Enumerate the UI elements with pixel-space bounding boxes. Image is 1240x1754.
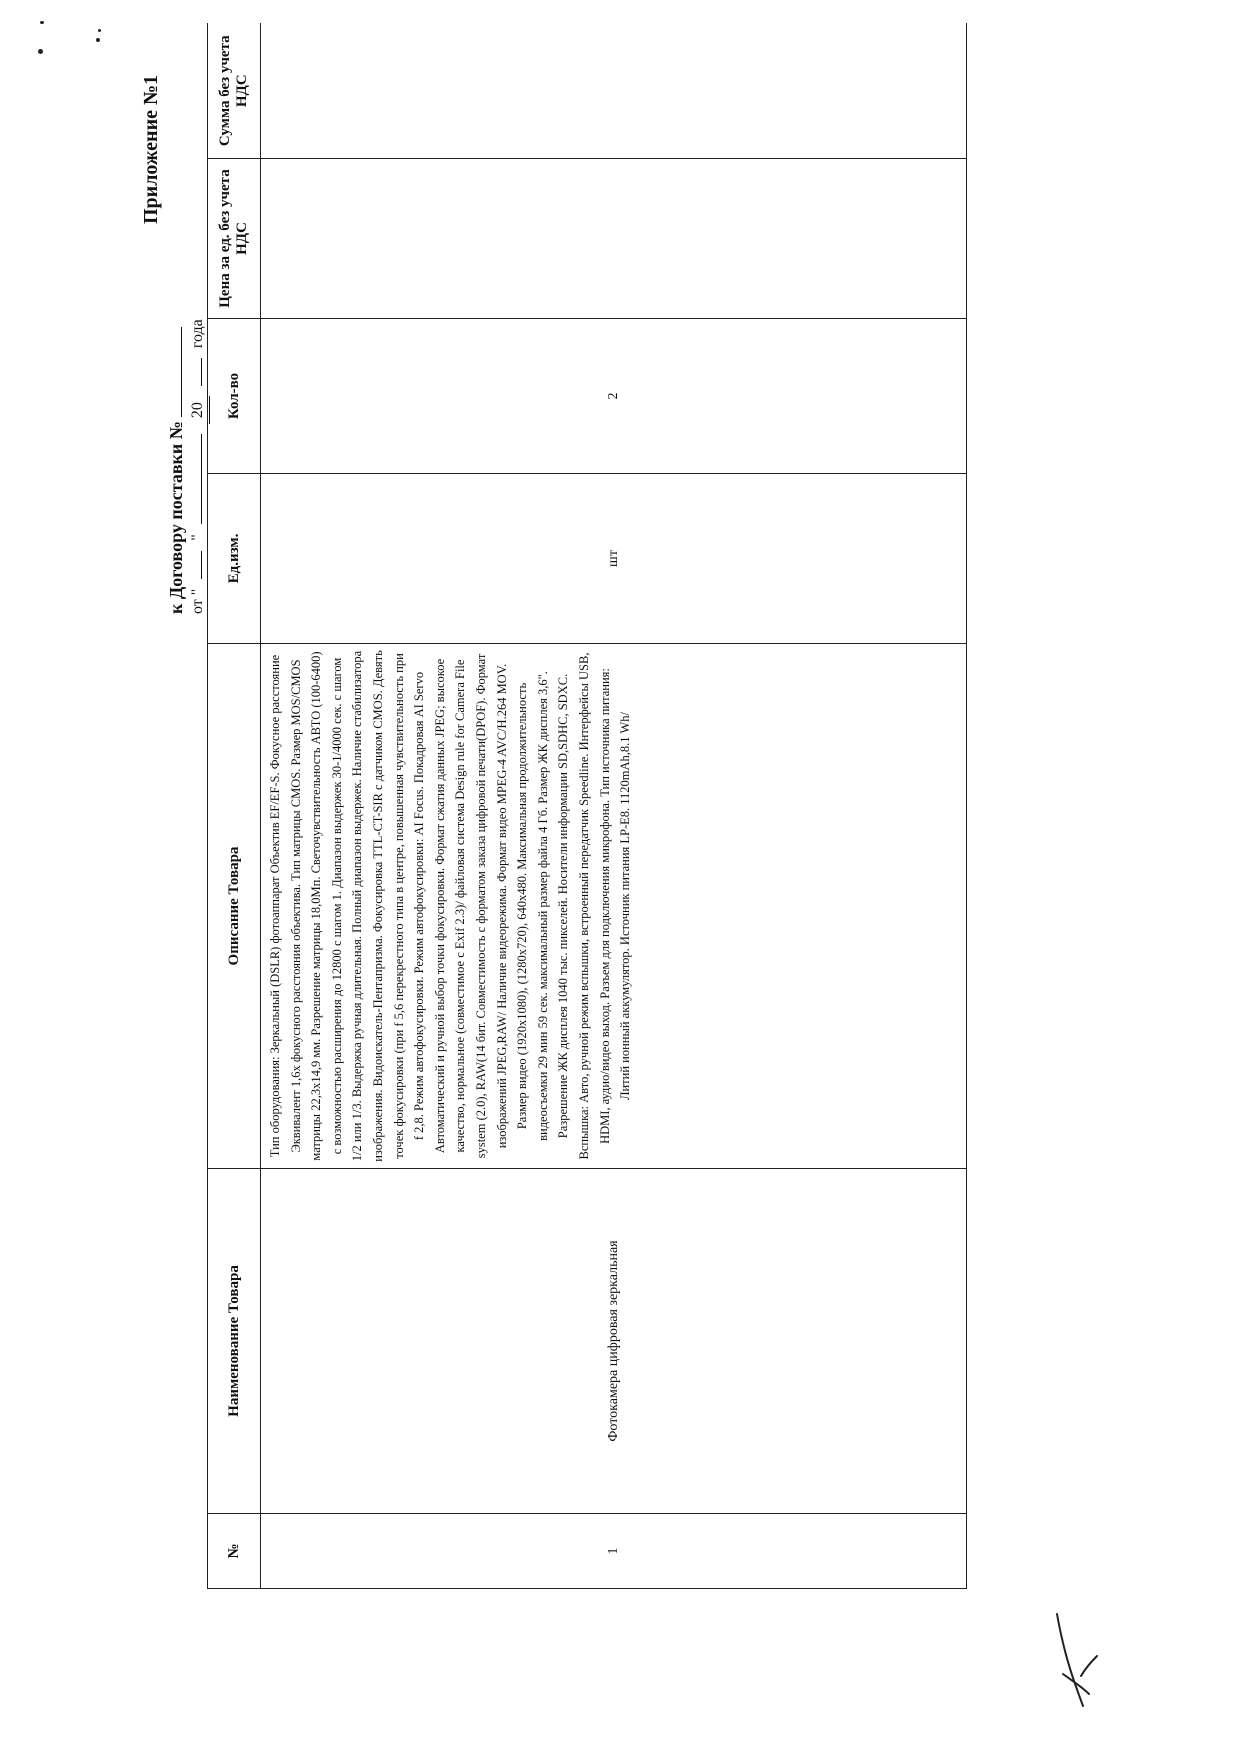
contract-number-blank: [181, 327, 182, 417]
row-number: 1: [261, 1514, 967, 1589]
table-header-row: [208, 24, 261, 1589]
scan-speck: [98, 29, 101, 32]
table-row: [261, 24, 967, 1589]
row-unit: шт: [261, 474, 967, 644]
col-header-name: Наименование Товара: [208, 1169, 261, 1514]
appendix-title: Приложение №1: [140, 74, 162, 224]
date-month-blank: [201, 434, 202, 524]
row-product-description: Тип оборудования: Зеркальный (DSLR) фотоаппарат Объектив EF/EF-S. Фокусное расстояние Эквивалент 1,6х фокусного расстояния объектива. Тип матрицы CMOS. Размер MOS/CMOS матрицы 22,3х14,9 мм. Разрешение матрицы 18,0Мп. Светочувствительность АВТО (100-6400) с возможностью расширения до 12800 с шагом 1. Диапазон выдержек 30-1/4000 сек. с шагом 1/2 или 1/3. Выдержка ручная длительная. Полный диапазон выдержек. Наличие стабилизатора изображения. Видоискатель-Пентапризма. Фокусировка TTL-CT-SIR с датчиком CMOS. Девять точек фокусировки (при f 5,6 перекрестного типа в центре, повышенная чувствительность при f 2,8. Режим автофокусировки. Режим автофокусировки: AI Focus. Покадровая AI Servo Автоматический и ручной выбор точки фокусировки. Формат сжатия данных JPEG; высокое качество, нормальное (совместимое с Exif 2.3)/ файловая система Design rule for Camera File system (2.0), RAW(14 бит. Совместимость с форматом заказа цифровой печати(DPOF). Формат изображений JPEG,RAW/ Наличие видеорежима. Формат видео MPEG-4 AVC/Н.264 MOV. Размер видео (1920х1080), (1280х720), 640х480. Максимальная продолжительность видеосъемки 29 мин 59 сек. максимальный размер файла 4 Гб. Размер ЖК дисплея 3,6". Разрешение ЖК дисплея 1040 тыс. пикселей. Носители информации SD,SDHC, SDXC. Вспышка: Авто, ручной режим вспышки, встроенный передатчик Speedline. Интерфейсы USB, HDMI, аудио/видео выход. Разъем для подключения микрофона. Тип источника питания: Литий ионный аккумулятор. Источник питания LP-E8. 1120mAh,8.1 Wh/: [261, 644, 967, 1169]
row-product-name: Фотокамера цифровая зеркальная: [261, 1169, 967, 1514]
contract-reference: [165, 274, 187, 614]
date-quote: ": [189, 534, 206, 541]
row-price: [261, 159, 967, 319]
col-header-total: Сумма без учета НДС: [208, 24, 261, 159]
date-from-label: от ": [189, 588, 206, 614]
scan-speck: [40, 21, 44, 24]
col-header-description: Описание Товара: [208, 644, 261, 1169]
col-header-price: Цена за ед. без учета НДС: [208, 159, 261, 319]
signature-icon: [1045, 1604, 1105, 1714]
row-total: [261, 24, 967, 159]
col-header-quantity: Кол-во: [208, 319, 261, 474]
scan-speck: [38, 49, 43, 54]
goods-specification-table: [207, 24, 967, 1590]
date-day-blank: [201, 551, 202, 579]
date-year-suffix: года: [189, 319, 206, 349]
col-header-number: №: [208, 1514, 261, 1589]
date-year-blank: [201, 358, 202, 386]
scan-speck: [96, 38, 100, 42]
contract-reference-block: [165, 274, 210, 614]
col-header-unit: Ед.изм.: [208, 474, 261, 644]
contract-ref-label: к Договору поставки №: [166, 421, 186, 614]
row-quantity: 2: [261, 319, 967, 474]
date-year-prefix: 20: [187, 396, 210, 424]
